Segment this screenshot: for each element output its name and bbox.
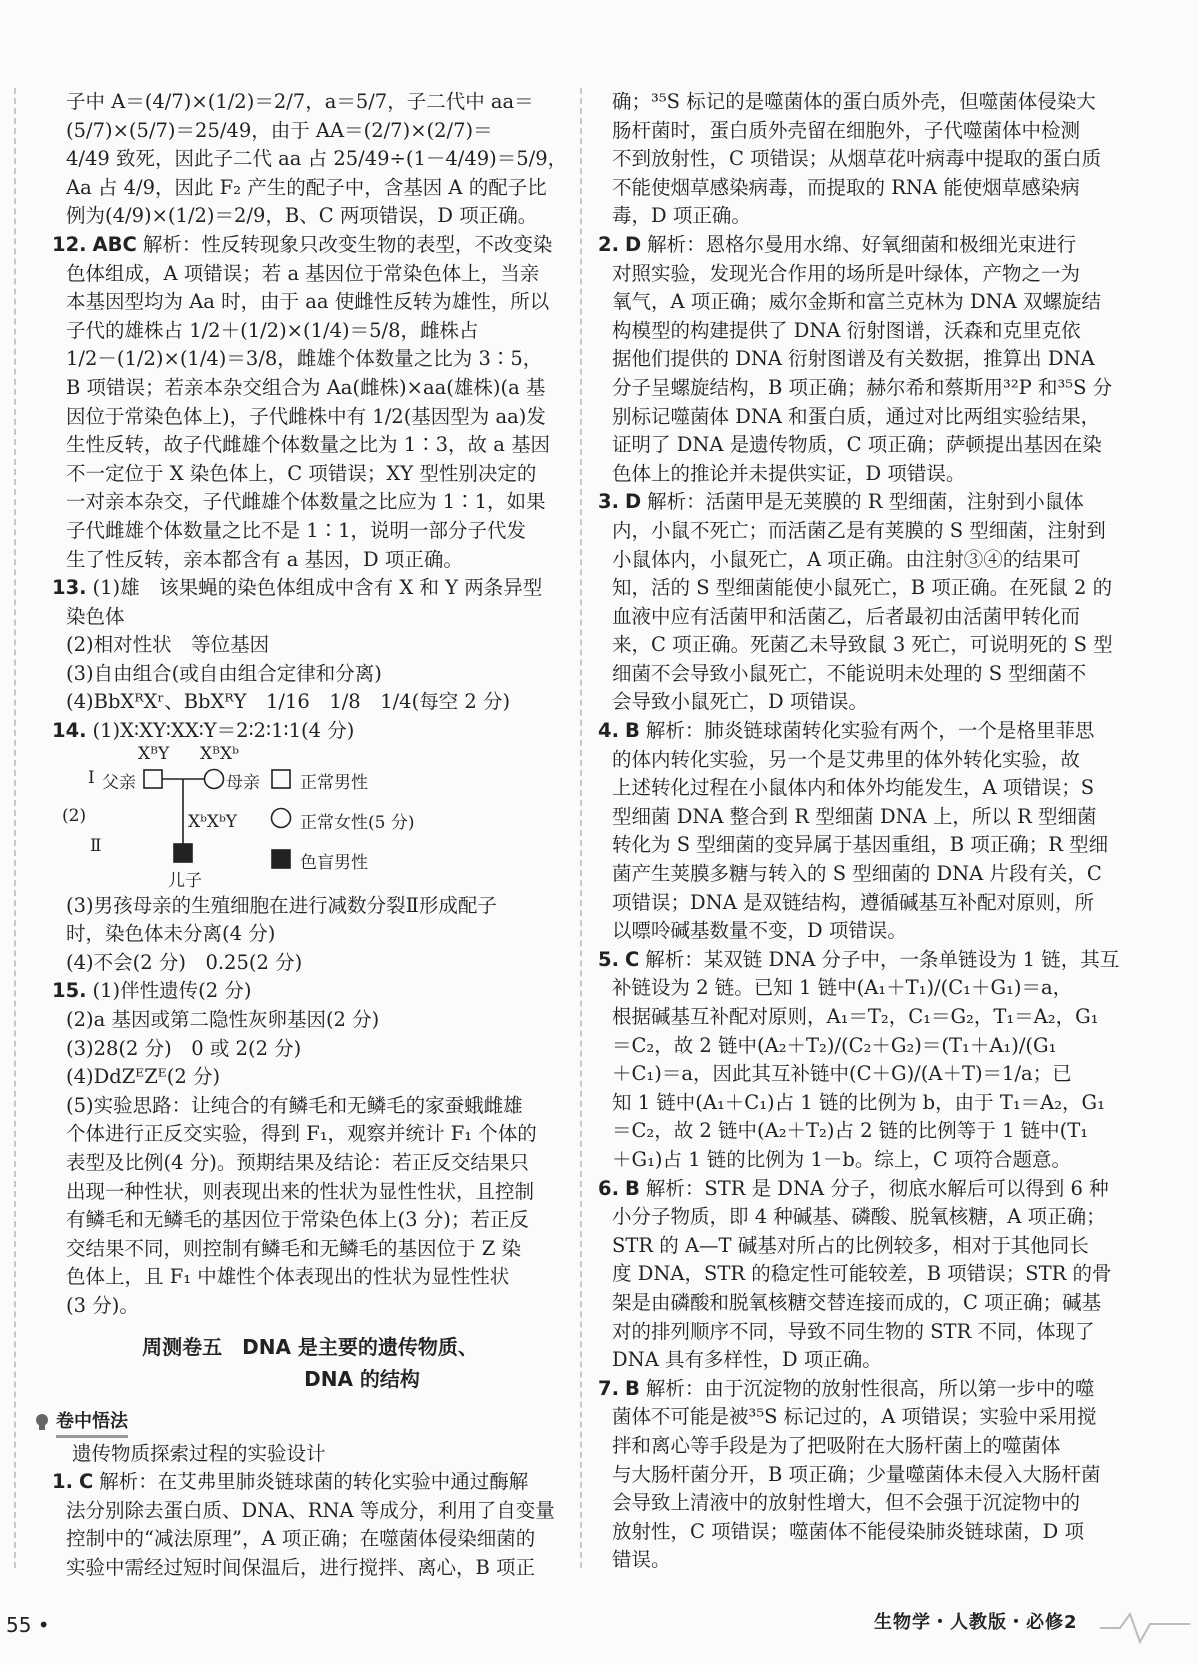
father-symbol — [144, 770, 162, 788]
text-line: 染色体 — [66, 604, 125, 628]
text-line: 子中 A＝(4/7)×(1/2)＝2/7，a＝5/7，子二代中 aa＝ — [66, 90, 534, 113]
text-line: 解析：肺炎链球菌转化实验有两个，一个是格里菲思 — [645, 719, 1095, 743]
text-line: (5)实验思路：让纯合的有鳞毛和无鳞毛的家蚕蛾雌雄 — [66, 1093, 523, 1117]
text-line: 度 DNA，STR 的稳定性可能较差，B 项错误；STR 的骨 — [612, 1262, 1112, 1286]
text-line: (3 分)。 — [66, 1293, 139, 1317]
question-number: 4. — [598, 719, 619, 743]
question-6 — [598, 1175, 1114, 1375]
text-line: 来，C 项正确。死菌乙未导致鼠 3 死亡，可说明死的 S 型 — [612, 633, 1113, 657]
father-label: 父亲 — [102, 772, 136, 793]
question-number: 6. — [598, 1176, 619, 1200]
text-line: (4)不会(2 分) 0.25(2 分) — [66, 950, 303, 974]
text-line: 转化为 S 型细菌的变异属于基因重组，B 项正确；R 型细 — [612, 833, 1109, 857]
text-line: (3)男孩母亲的生殖细胞在进行减数分裂Ⅱ形成配子 — [66, 893, 497, 917]
answer-label: B — [624, 1176, 640, 1200]
text-line: 毒，D 项正确。 — [612, 204, 751, 228]
text-line: 不到放射性，C 项错误；从烟草花叶病毒中提取的蛋白质 — [612, 147, 1102, 171]
mother-symbol — [205, 769, 224, 788]
legend-normal-female: 正常女性(5 分) — [300, 812, 415, 833]
text-line: 生了性反转，亲本都含有 a 基因，D 项正确。 — [66, 547, 463, 571]
text-line: 构模型的构建提供了 DNA 衍射图谱，沃森和克里克依 — [612, 318, 1081, 342]
text-line: 拌和离心等手段是为了把吸附在大肠杆菌上的噬菌体 — [612, 1433, 1061, 1457]
text-line: 时，染色体未分离(4 分) — [66, 922, 276, 946]
question-number: 12. — [52, 232, 87, 256]
legend-filled-square-icon — [272, 850, 290, 868]
answer-label: ABC — [92, 232, 137, 256]
text-line: 证明了 DNA 是遗传物质，C 项正确；萨顿提出基因在染 — [612, 433, 1102, 457]
text-line: 色体组成，A 项错误；若 a 基因位于常染色体上，当亲 — [66, 261, 540, 285]
text-line: 例为(4/9)×(1/2)＝2/9，B、C 两项错误，D 项正确。 — [66, 204, 538, 228]
method-badge — [32, 1407, 128, 1438]
continuation-text — [608, 88, 1114, 231]
text-line: 确；³⁵S 标记的是噬菌体的蛋白质外壳，但噬菌体侵染大 — [612, 90, 1096, 113]
son-symbol — [174, 844, 192, 862]
text-line: 以嘌呤碱基数量不变，D 项错误。 — [612, 919, 907, 943]
answer-label: C — [78, 1470, 94, 1494]
text-line: (5/7)×(5/7)＝25/49，由于 AA＝(2/7)×(2/7)＝ — [66, 118, 493, 142]
text-line: (3)自由组合(或自由组合定律和分离) — [66, 661, 382, 685]
text-line: 解析：由于沉淀物的放射性很高，所以第一步中的噬 — [645, 1376, 1095, 1400]
text-line: 上述转化过程在小鼠体内和体外均能发生，A 项错误；S — [612, 776, 1095, 800]
question-number: 3. — [598, 490, 619, 514]
text-line: 解析：在艾弗里肺炎链球菌的转化实验中通过酶解 — [99, 1470, 529, 1494]
text-line: 项错误；DNA 是双链结构，遵循碱基互补配对原则，所 — [612, 890, 1094, 914]
text-line: 解析：活菌甲是无荚膜的 R 型细菌，注射到小鼠体 — [647, 490, 1084, 514]
right-column — [598, 88, 1120, 1575]
text-line: Aa 占 4/9，因此 F₂ 产生的配子中，含基因 A 的配子比 — [66, 175, 547, 199]
question-number: 7. — [598, 1376, 619, 1400]
text-line: 氧气，A 项正确；威尔金斯和富兰克林为 DNA 双螺旋结 — [612, 290, 1101, 314]
legend-circle-icon — [272, 808, 291, 827]
text-line: 型细菌 DNA 整合到 R 型细菌 DNA 上，所以 R 型细菌 — [612, 804, 1097, 828]
text-line: 解析：STR 是 DNA 分子，彻底水解后可以得到 6 种 — [645, 1176, 1109, 1200]
question-15 — [52, 977, 558, 1320]
text-line: 小分子物质，即 4 种碱基、磷酸、脱氧核糖，A 项正确； — [612, 1205, 1106, 1229]
text-line: (4)DdZᴱZᴱ(2 分) — [66, 1065, 221, 1089]
text-line: 小鼠体内，小鼠死亡，A 项正确。由注射③④的结果可 — [612, 547, 1081, 571]
page-number: 55 • — [6, 1613, 50, 1637]
text-line: 实验中需经过短时间保温后，进行搅拌、离心，B 项正 — [66, 1555, 536, 1579]
generation-1: Ⅰ — [88, 767, 95, 788]
subtitle: 遗传物质探索过程的实验设计 — [72, 1441, 326, 1465]
answer-label: B — [624, 719, 640, 743]
text-line: 不能使烟草感染病毒，而提取的 RNA 能使烟草感染病 — [612, 175, 1080, 199]
section-title-line: 周测卷五 DNA 是主要的遗传物质、 — [142, 1334, 478, 1359]
text-line: 4/49 致死，因此子二代 aa 占 25/49÷(1－4/49)＝5/9， — [66, 147, 568, 171]
lightbulb-icon — [32, 1412, 52, 1432]
text-line: 交结果不同，则控制有鳞毛和无鳞毛的基因位于 Z 染 — [66, 1236, 521, 1260]
text-line: 菌体不可能是被³⁵S 标记过的，A 项错误；实验中采用搅 — [612, 1405, 1097, 1429]
text-line: 肠杆菌时，蛋白质外壳留在细胞外，子代噬菌体中检测 — [612, 118, 1081, 142]
text-line: 法分别除去蛋白质、DNA、RNA 等成分，利用了自变量 — [66, 1498, 555, 1522]
text-line: 子代的雄株占 1/2＋(1/2)×(1/4)＝5/8，雌株占 — [66, 318, 479, 342]
question-4 — [598, 717, 1114, 946]
left-column — [52, 88, 568, 1583]
left-margin-dash — [14, 88, 16, 1568]
text-line: ＋G₁)占 1 链的比例为 1－b。综上，C 项符合题意。 — [612, 1147, 1072, 1171]
legend-normal-male: 正常男性 — [300, 772, 368, 793]
son-genotype: XᵇXᵇY — [188, 811, 238, 832]
section-title — [62, 1331, 558, 1395]
text-line: 个体进行正反交实验，得到 F₁，观察并统计 F₁ 个体的 — [66, 1122, 537, 1146]
text-line: 与大肠杆菌分开，B 项正确；少量噬菌体未侵入大肠杆菌 — [612, 1462, 1101, 1486]
question-number: 14. — [52, 719, 87, 743]
mother-label: 母亲 — [226, 772, 260, 793]
text-line: 菌产生荚膜多糖与转入的 S 型细菌的 DNA 片段有关，C — [612, 862, 1102, 886]
section-title-line: DNA 的结构 — [304, 1366, 420, 1391]
generation-2: Ⅱ — [90, 835, 102, 856]
text-line: 错误。 — [612, 1548, 671, 1572]
text-line: 解析：某双链 DNA 分子中，一条单链设为 1 链，其互 — [645, 947, 1120, 971]
text-line: 生性反转，故子代雌雄个体数量之比为 1∶3，故 a 基因 — [66, 433, 551, 457]
answer-label: C — [624, 947, 640, 971]
question-number: 13. — [52, 576, 87, 600]
text-line: 知 1 链中(A₁＋C₁)占 1 链的比例为 b，由于 T₁＝A₂，G₁ — [612, 1090, 1105, 1114]
text-line: 子代雌雄个体数量之比不是 1∶1，说明一部分子代发 — [66, 518, 527, 542]
question-number: 5. — [598, 947, 619, 971]
answer-label: B — [624, 1376, 640, 1400]
text-line: 架是由磷酸和脱氧核糖交替连接而成的，C 项正确；碱基 — [612, 1290, 1102, 1314]
text-line: STR 的 A—T 碱基对所占的比例较多，相对于其他同长 — [612, 1233, 1089, 1257]
answer-label: D — [624, 232, 642, 256]
question-13 — [52, 574, 558, 717]
text-line: 对照实验，发现光合作用的场所是叶绿体，产物之一为 — [612, 261, 1081, 285]
answer-label: D — [624, 490, 642, 514]
text-line: 据他们提供的 DNA 衍射图谱及有关数据，推算出 DNA — [612, 347, 1095, 371]
text-line: 一对亲本杂交，子代雌雄个体数量之比应为 1∶1，如果 — [66, 490, 546, 514]
text-line: DNA 具有多样性，D 项正确。 — [612, 1348, 882, 1372]
text-line: 因位于常染色体上)，子代雌株中有 1/2(基因型为 aa)发 — [66, 404, 546, 428]
badge-label: 卷中悟法 — [56, 1407, 128, 1438]
book-info: 生物学・人教版・必修2 — [874, 1612, 1078, 1633]
pedigree-chart — [62, 743, 558, 891]
question-2 — [598, 231, 1114, 488]
text-line: 细菌不会导致小鼠死亡，不能说明未处理的 S 型细菌不 — [612, 661, 1087, 685]
continuation-text — [62, 88, 568, 231]
text-line: 色体上，且 F₁ 中雄性个体表现出的性状为显性性状 — [66, 1265, 510, 1289]
question-14 — [52, 717, 558, 977]
legend-colorblind-male: 色盲男性 — [300, 852, 368, 873]
question-1 — [52, 1468, 558, 1582]
text-line: 解析：性反转现象只改变生物的表型，不改变染 — [142, 232, 553, 256]
text-line: 解析：恩格尔曼用水绵、好氧细菌和极细光束进行 — [647, 232, 1077, 256]
text-line: ＝C₂，故 2 链中(A₂＋T₂)/(C₂＋G₂)＝(T₁＋A₁)/(G₁ — [612, 1033, 1057, 1057]
text-line: (1)X∶XY∶XX∶Y＝2∶2∶1∶1(4 分) — [92, 719, 355, 743]
decorative-swoosh-icon — [1100, 1600, 1190, 1650]
text-line: 对的排列顺序不同，导致不同生物的 STR 不同，体现了 — [612, 1319, 1095, 1343]
question-5 — [598, 946, 1120, 1175]
text-line: 血液中应有活菌甲和活菌乙，后者最初由活菌甲转化而 — [612, 604, 1081, 628]
text-line: B 项错误；若亲本杂交组合为 Aa(雌株)×aa(雄株)(a 基 — [66, 375, 546, 399]
question-3 — [598, 488, 1114, 717]
text-line: 会导致小鼠死亡，D 项错误。 — [612, 690, 868, 714]
text-line: 出现一种性状，则表现出来的性状为显性性状，且控制 — [66, 1179, 535, 1203]
mother-genotype: XᴮXᵇ — [200, 743, 239, 764]
text-line: 不一定位于 X 染色体上，C 项错误；XY 型性别决定的 — [66, 461, 537, 485]
text-line: ＝C₂，故 2 链中(A₂＋T₂)占 2 链的比例等于 1 链中(T₁ — [612, 1119, 1089, 1143]
text-line: 别标记噬菌体 DNA 和蛋白质，通过对比两组实验结果， — [612, 404, 1101, 428]
text-line: (2)相对性状 等位基因 — [66, 633, 270, 657]
text-line: ＋C₁)＝a，因此其互补链中(C＋G)/(A＋T)＝1/a；已 — [612, 1062, 1072, 1086]
question-12 — [52, 231, 558, 574]
text-line: 色体上的推论并未提供实证，D 项错误。 — [612, 461, 966, 485]
question-7 — [598, 1375, 1114, 1575]
text-line: 根据碱基互补配对原则，A₁＝T₂，C₁＝G₂，T₁＝A₂，G₁ — [612, 1005, 1099, 1028]
text-line: (3)28(2 分) 0 或 2(2 分) — [66, 1036, 302, 1060]
question-number: 15. — [52, 979, 87, 1003]
text-line: (2)a 基因或第二隐性灰卵基因(2 分) — [66, 1008, 380, 1032]
text-line: 知，活的 S 型细菌能使小鼠死亡，B 项正确。在死鼠 2 的 — [612, 576, 1113, 600]
text-line: 会导致上清液中的放射性增大，但不会强于沉淀物中的 — [612, 1491, 1081, 1515]
text-line: 放射性，C 项错误；噬菌体不能侵染肺炎链球菌，D 项 — [612, 1519, 1084, 1543]
text-line: (1)雄 该果蝇的染色体组成中含有 X 和 Y 两条异型 — [92, 576, 543, 600]
part-label: (2) — [62, 805, 87, 826]
text-line: 1/2－(1/2)×(1/4)＝3/8，雌雄个体数量之比为 3∶5， — [66, 347, 543, 371]
text-line: (4)BbXᴿXʳ、BbXᴿY 1/16 1/8 1/4(每空 2 分) — [66, 690, 511, 714]
text-line: 补链设为 2 链。已知 1 链中(A₁＋T₁)/(C₁＋G₁)＝a， — [612, 976, 1073, 1000]
text-line: 内，小鼠不死亡；而活菌乙是有荚膜的 S 型细菌，注射到 — [612, 518, 1106, 542]
son-label: 儿子 — [168, 870, 202, 891]
question-number: 2. — [598, 232, 619, 256]
text-line: 控制中的“减法原理”，A 项正确；在噬菌体侵染细菌的 — [66, 1527, 536, 1551]
text-line: 分子呈螺旋结构，B 项正确；赫尔希和蔡斯用³²P 和³⁵S 分 — [612, 375, 1113, 399]
father-genotype: XᴮY — [138, 743, 170, 764]
text-line: (1)伴性遗传(2 分) — [92, 979, 252, 1003]
question-number: 1. — [52, 1470, 73, 1494]
legend-square-icon — [272, 770, 290, 788]
text-line: 表型及比例(4 分)。预期结果及结论：若正反交结果只 — [66, 1151, 529, 1174]
column-divider — [580, 88, 582, 1568]
text-line: 有鳞毛和无鳞毛的基因位于常染色体上(3 分)；若正反 — [66, 1208, 529, 1232]
text-line: 本基因型均为 Aa 时，由于 aa 使雌性反转为雄性，所以 — [66, 290, 550, 314]
text-line: 的体内转化实验，另一个是艾弗里的体外转化实验，故 — [612, 747, 1081, 771]
